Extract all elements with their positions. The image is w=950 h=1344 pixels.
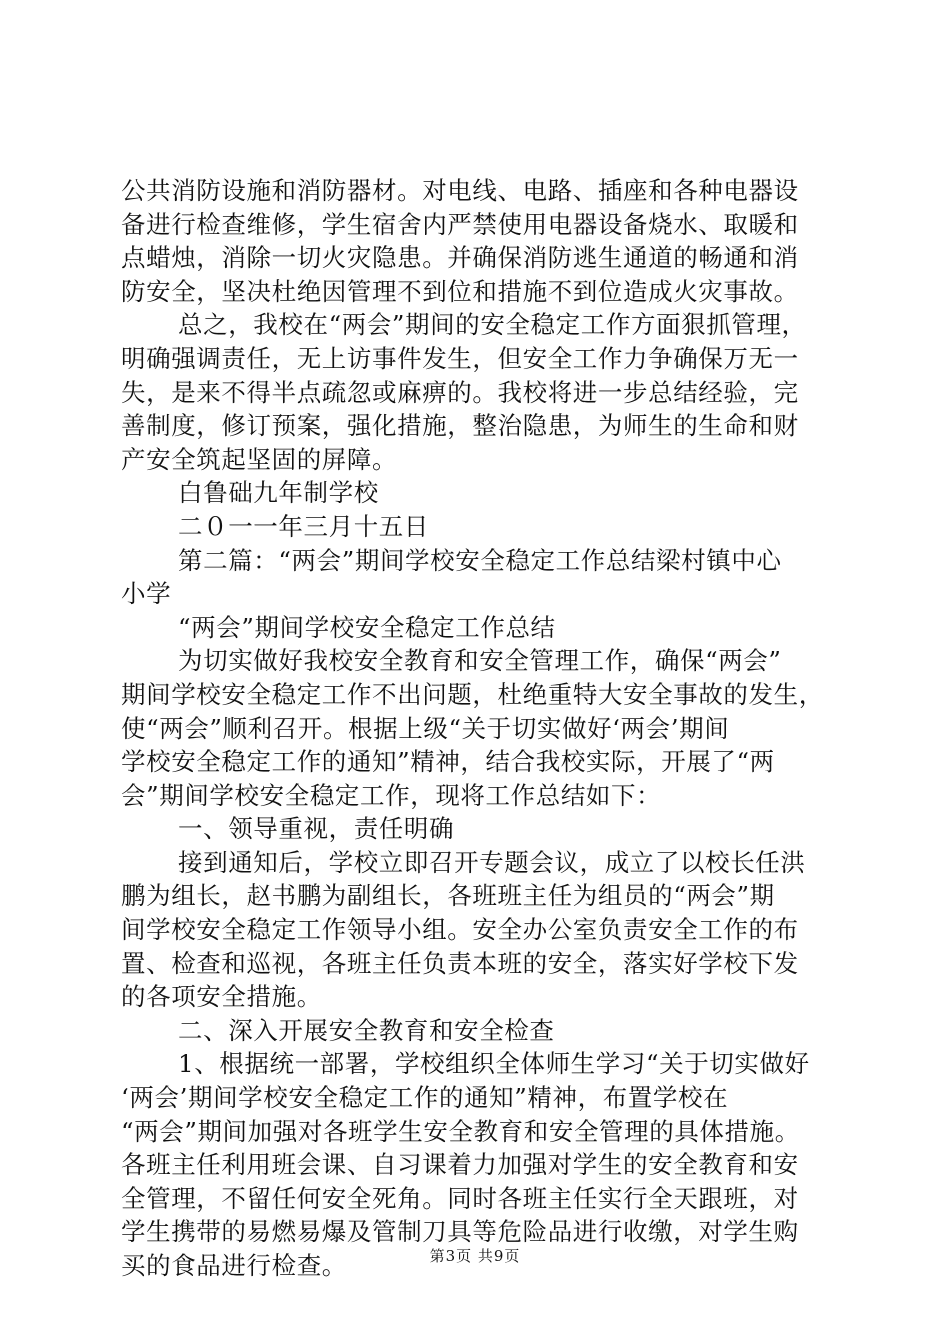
text-line: 期间学校安全稳定工作不出问题，杜绝重特大安全事故的发生，	[121, 679, 824, 709]
paragraph-start-line: 总之，我校在“两会”期间的安全稳定工作方面狠抓管理，	[178, 310, 807, 340]
page-number-footer: 第3页 共9页	[429, 1247, 521, 1265]
signature-date: 二０一一年三月十五日	[178, 511, 429, 541]
text-line: ‘两会’期间学校安全稳定工作的通知”精神，布置学校在	[121, 1083, 729, 1113]
text-line: 善制度，修订预案，强化措施，整治隐患，为师生的生命和财	[121, 411, 799, 441]
text-line: 学生携带的易燃易爆及管制刀具等危险品进行收缴，对学生购	[121, 1217, 799, 1247]
section-title: 第二篇：“两会”期间学校安全稳定工作总结梁村镇中心	[178, 545, 782, 575]
text-line: 学校安全稳定工作的通知”精神，结合我校实际，开展了“两	[121, 747, 775, 777]
text-line: 鹏为组长，赵书鹏为副组长，各班班主任为组员的“两会”期	[121, 881, 775, 911]
paragraph-start-line: 为切实做好我校安全教育和安全管理工作，确保“两会”	[178, 646, 782, 676]
text-line: 各班主任利用班会课、自习课着力加强对学生的安全教育和安	[121, 1150, 799, 1180]
article-heading: “两会”期间学校安全稳定工作总结	[178, 612, 556, 642]
text-line: 失，是来不得半点疏忽或麻痹的。我校将进一步总结经验，完	[121, 377, 799, 407]
subheading-2: 二、深入开展安全教育和安全检查	[178, 1015, 555, 1045]
text-line: 备进行检查维修，学生宿舍内严禁使用电器设备烧水、取暖和	[121, 209, 799, 239]
text-line: 防安全，坚决杜绝因管理不到位和措施不到位造成火灾事故。	[121, 276, 799, 306]
text-line: 点蜡烛，消除一切火灾隐患。并确保消防逃生通道的畅通和消	[121, 243, 799, 273]
text-line: “两会”期间加强对各班学生安全教育和安全管理的具体措施。	[121, 1116, 800, 1146]
document-body	[121, 174, 841, 1283]
text-line: 会”期间学校安全稳定工作，现将工作总结如下：	[121, 780, 662, 810]
text-line: 全管理，不留任何安全死角。同时各班主任实行全天跟班，对	[121, 1183, 799, 1213]
text-line: 公共消防设施和消防器材。对电线、电路、插座和各种电器设	[121, 176, 799, 205]
section-title-continued: 小学	[121, 579, 172, 609]
paragraph-start-line: 1、根据统一部署，学校组织全体师生学习“关于切实做好	[178, 1049, 810, 1079]
text-line: 产安全筑起坚固的屏障。	[121, 444, 398, 474]
text-line: 置、检查和巡视，各班主任负责本班的安全，落实好学校下发	[121, 948, 799, 978]
text-line: 的各项安全措施。	[121, 982, 322, 1012]
text-line: 买的食品进行检查。	[121, 1251, 347, 1280]
signature-school: 白鲁础九年制学校	[178, 478, 379, 508]
text-line: 使“两会”顺利召开。根据上级“关于切实做好‘两会’期间	[121, 713, 730, 743]
text-line: 明确强调责任，无上访事件发生，但安全工作力争确保万无一	[121, 343, 799, 373]
subheading-1: 一、领导重视，责任明确	[178, 814, 455, 844]
paragraph-start-line: 接到通知后，学校立即召开专题会议，成立了以校长任洪	[178, 847, 806, 877]
text-line: 间学校安全稳定工作领导小组。安全办公室负责安全工作的布	[121, 915, 799, 945]
